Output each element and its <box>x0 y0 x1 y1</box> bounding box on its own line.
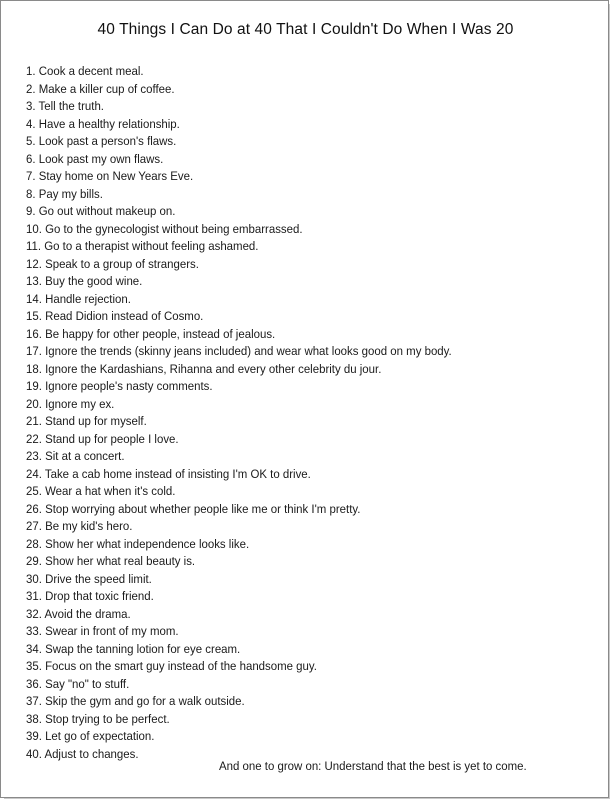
list-item: 20. Ignore my ex. <box>26 396 115 411</box>
list-item: 7. Stay home on New Years Eve. <box>26 169 194 183</box>
list-item: 38. Stop trying to be perfect. <box>26 711 170 726</box>
list-item: 5. Look past a person's flaws. <box>26 134 177 148</box>
list-item: 21. Stand up for myself. <box>26 414 147 428</box>
list-item: 9. Go out without makeup on. <box>26 204 176 218</box>
list-item: 13. Buy the good wine. <box>26 274 143 288</box>
list-item: 35. Focus on the smart guy instead of the handsome guy. <box>26 659 317 673</box>
list-item: 23. Sit at a concert. <box>26 449 125 463</box>
things-list <box>26 63 484 763</box>
list-item: 32. Avoid the drama. <box>26 606 131 621</box>
list-item: 15. Read Didion instead of Cosmo. <box>26 309 204 323</box>
page-title: 40 Things I Can Do at 40 That I Couldn't Do When I Was 20 <box>97 21 514 38</box>
list-item: 40. Adjust to changes. <box>26 746 139 761</box>
list-item: 25. Wear a hat when it's cold. <box>26 484 176 498</box>
list-item: 16. Be happy for other people, instead of jealous. <box>26 326 276 341</box>
list-item: 2. Make a killer cup of coffee. <box>26 81 175 96</box>
list-item: 14. Handle rejection. <box>26 291 131 306</box>
list-item: 1. Cook a decent meal. <box>26 64 144 78</box>
list-item: 26. Stop worrying about whether people like me or think I'm pretty. <box>26 501 361 516</box>
list-item: 19. Ignore people's nasty comments. <box>26 379 213 393</box>
list-item: 6. Look past my own flaws. <box>26 151 164 166</box>
list-item: 17. Ignore the trends (skinny jeans included) and wear what looks good on my body. <box>26 344 452 358</box>
list-item: 3. Tell the truth. <box>26 99 104 113</box>
list-item: 8. Pay my bills. <box>26 186 103 201</box>
list-item: 29. Show her what real beauty is. <box>26 554 196 568</box>
list-item: 27. Be my kid's hero. <box>26 519 133 533</box>
list-item: 34. Swap the tanning lotion for eye cream. <box>26 641 241 656</box>
list-item: 18. Ignore the Kardashians, Rihanna and every other celebrity du jour. <box>26 361 382 376</box>
list-item: 36. Say "no" to stuff. <box>26 676 130 691</box>
list-item: 28. Show her what independence looks like. <box>26 536 250 551</box>
list-item: 4. Have a healthy relationship. <box>26 116 180 131</box>
list-item: 31. Drop that toxic friend. <box>26 589 154 603</box>
list-item: 11. Go to a therapist without feeling ashamed. <box>26 239 259 253</box>
list-item: 37. Skip the gym and go for a walk outside. <box>26 694 245 708</box>
list-item: 10. Go to the gynecologist without being embarrassed. <box>26 221 303 236</box>
list-item: 24. Take a cab home instead of insisting I'm OK to drive. <box>26 466 311 481</box>
list-item: 33. Swear in front of my mom. <box>26 624 179 638</box>
list-item: 30. Drive the speed limit. <box>26 571 152 586</box>
bonus-item: And one to grow on: Understand that the best is yet to come. <box>219 759 527 773</box>
list-item: 22. Stand up for people I love. <box>26 431 179 446</box>
list-item: 39. Let go of expectation. <box>26 729 155 743</box>
list-item: 12. Speak to a group of strangers. <box>26 256 199 271</box>
